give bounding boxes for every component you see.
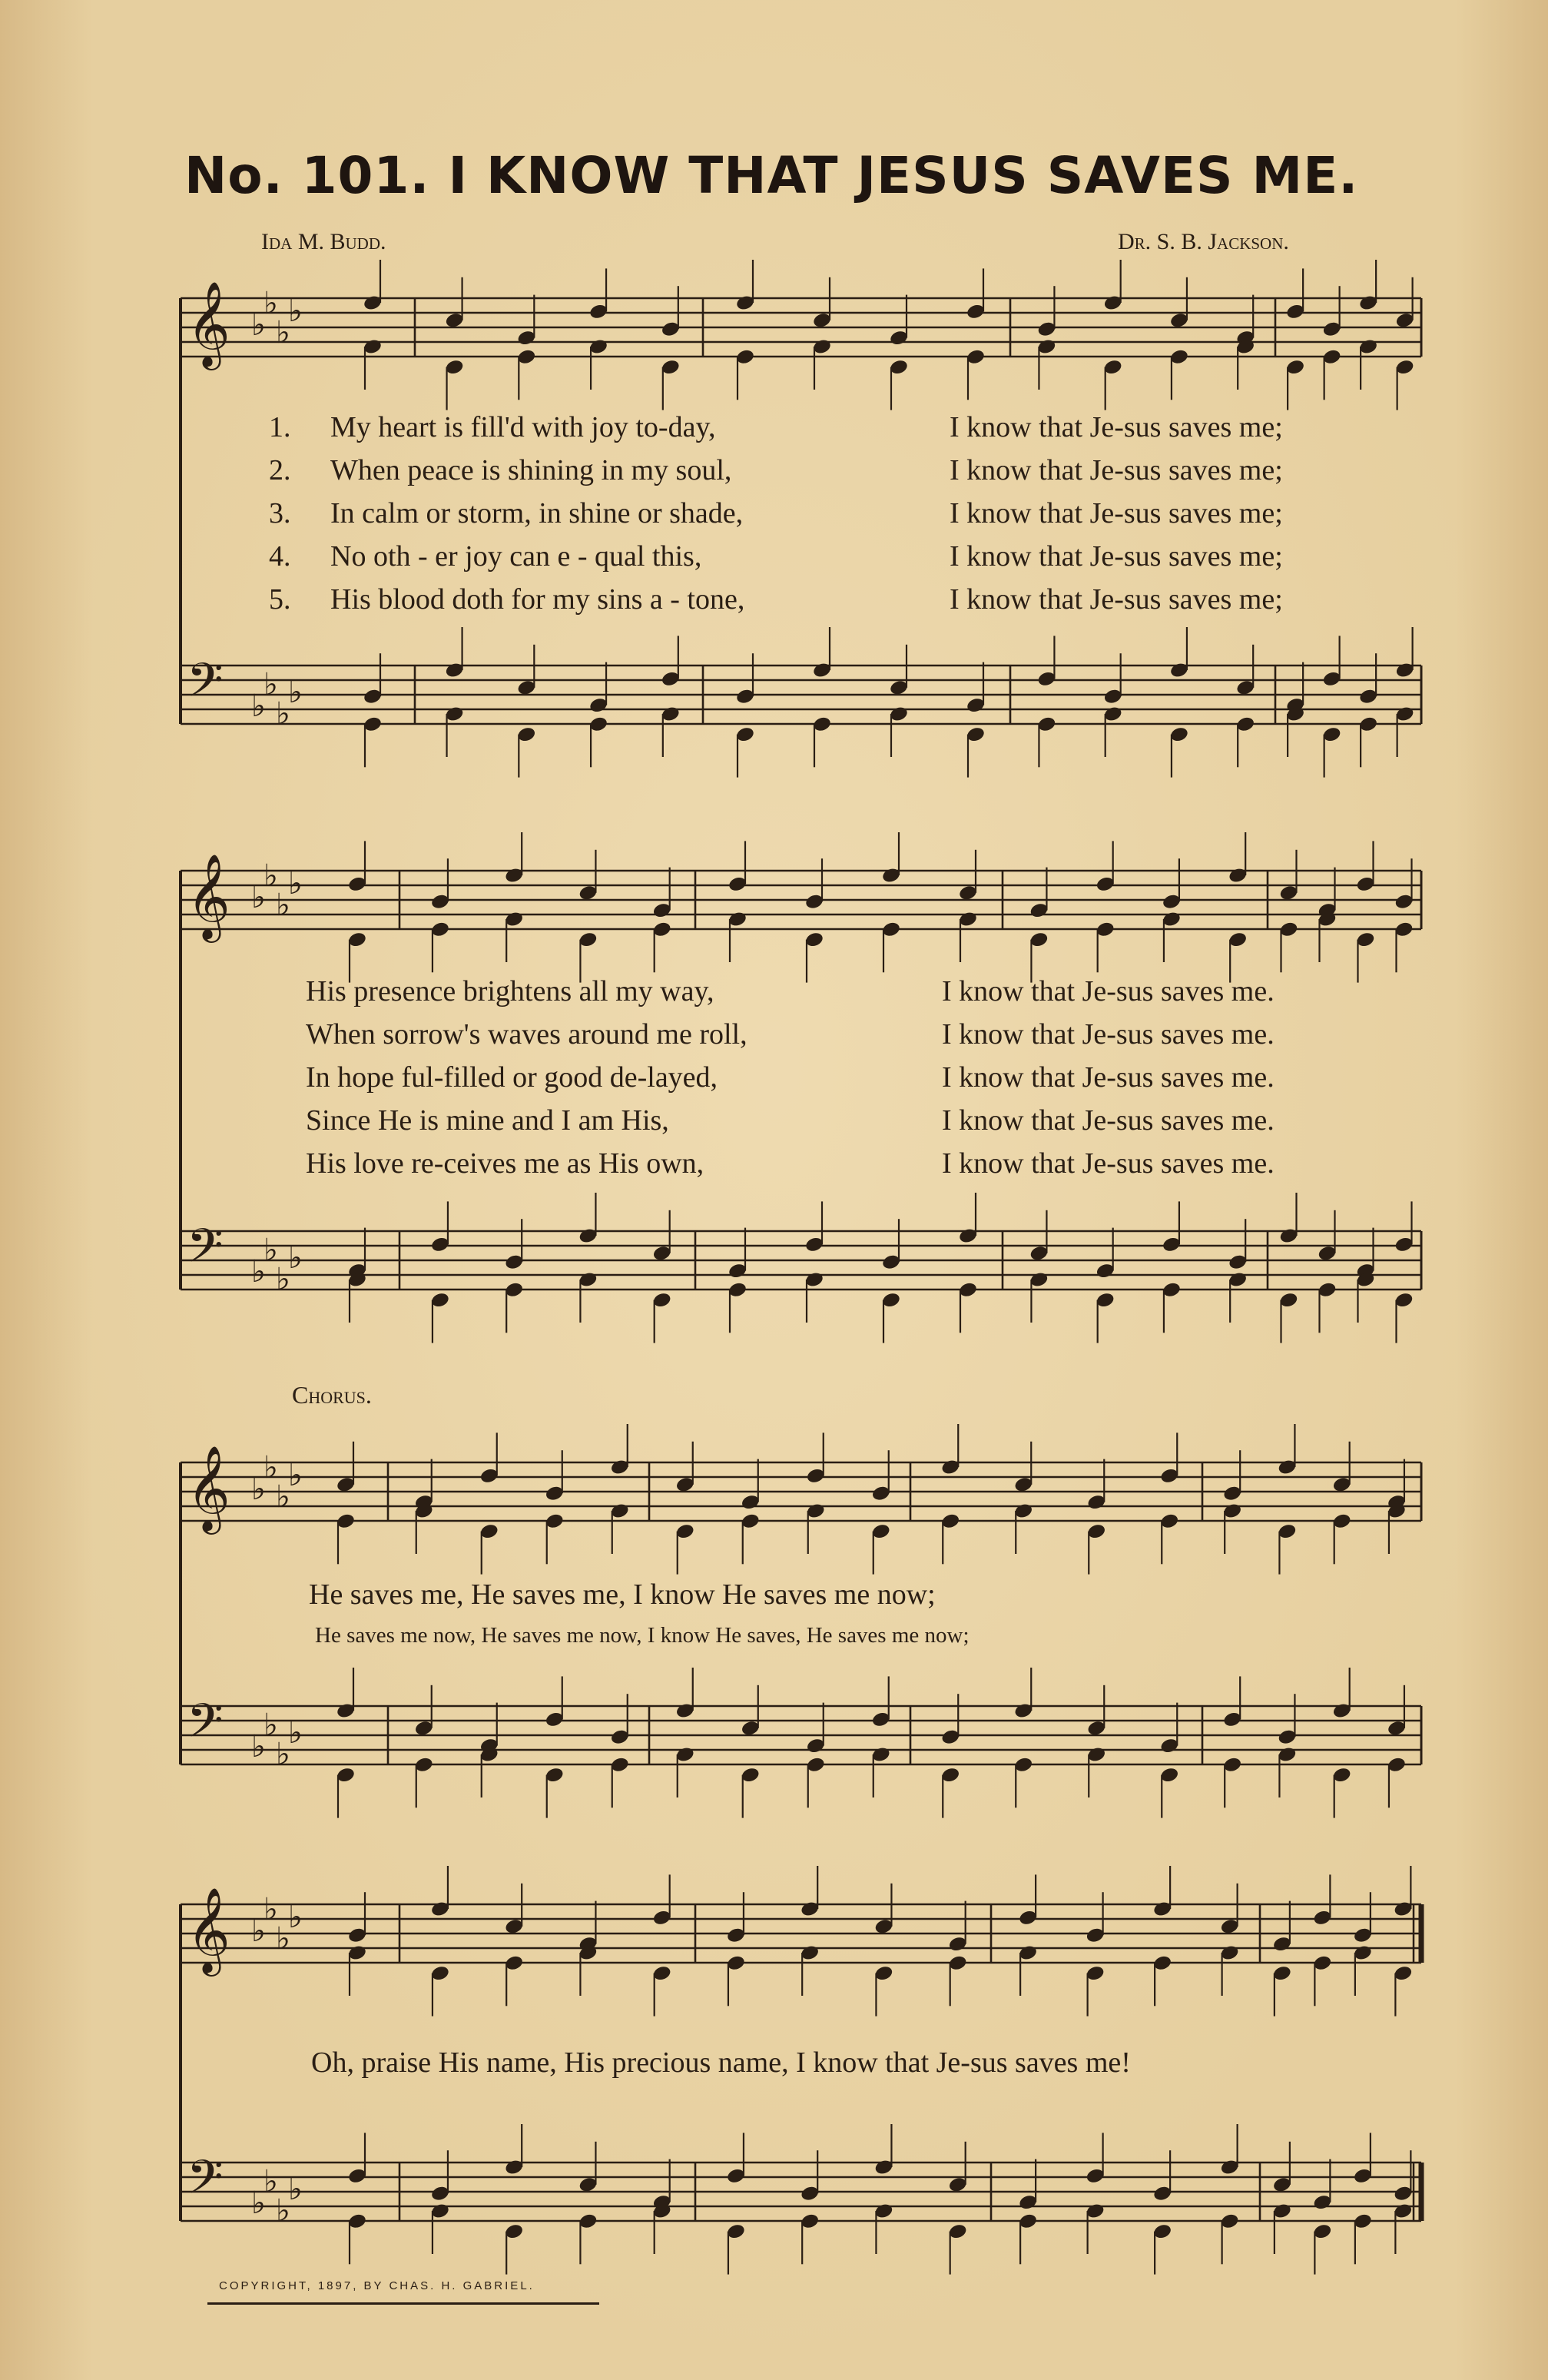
verse-line: 2. When peace is shining in my soul, I know that Je-sus saves me;	[269, 454, 1283, 486]
flat-sign-icon: ♭	[264, 1892, 278, 1927]
treble-clef-icon: 𝄞	[187, 853, 230, 939]
lyricist-credit: Ida M. Budd.	[261, 229, 386, 254]
flat-sign-icon: ♭	[288, 1458, 303, 1493]
flat-sign-icon: ♭	[251, 1254, 266, 1290]
flat-sign-icon: ♭	[264, 858, 278, 894]
verse-line: When sorrow's waves around me roll, I know that Je-sus saves me.	[306, 1018, 1275, 1051]
flat-sign-icon: ♭	[276, 315, 290, 350]
verse-line: 3. In calm or storm, in shine or shade, I know that Je-sus saves me;	[269, 497, 1283, 529]
flat-sign-icon: ♭	[251, 1729, 266, 1764]
verse-line: His presence brightens all my way, I know that Je-sus saves me.	[306, 975, 1275, 1007]
flat-sign-icon: ♭	[276, 696, 290, 732]
verse-line: 1. My heart is fill'd with joy to-day, I know that Je-sus saves me;	[269, 411, 1283, 443]
verse-line: 4. No oth - er joy can e - qual this, I know that Je-sus saves me;	[269, 540, 1283, 573]
flat-sign-icon: ♭	[264, 1450, 278, 1485]
flat-sign-icon: ♭	[251, 1472, 266, 1507]
hymn-title: No. 101. I KNOW THAT JESUS SAVES ME.	[184, 146, 1359, 205]
flat-sign-icon: ♭	[264, 667, 278, 702]
flat-sign-icon: ♭	[264, 2164, 278, 2199]
verse-line: 5. His blood doth for my sins a - tone, I know that Je-sus saves me;	[269, 583, 1283, 616]
treble-clef-icon: 𝄞	[187, 1887, 230, 1973]
bass-clef-icon: 𝄢	[187, 2150, 224, 2216]
verse-line: His love re-ceives me as His own, I know that Je-sus saves me.	[306, 1147, 1275, 1180]
verse-line: Since He is mine and I am His, I know that Je-sus saves me.	[306, 1104, 1275, 1137]
flat-sign-icon: ♭	[251, 307, 266, 343]
flat-sign-icon: ♭	[276, 1262, 290, 1297]
flat-sign-icon: ♭	[251, 689, 266, 724]
flat-sign-icon: ♭	[276, 2193, 290, 2229]
flat-sign-icon: ♭	[264, 1708, 278, 1743]
flat-sign-icon: ♭	[276, 888, 290, 923]
bass-clef-icon: 𝄢	[187, 653, 224, 719]
copyright-notice: COPYRIGHT, 1897, BY CHAS. H. GABRIEL.	[219, 2279, 535, 2292]
verse-block-2	[306, 970, 1275, 1185]
composer-credit: Dr. S. B. Jackson.	[1118, 229, 1289, 254]
treble-clef-icon: 𝄞	[187, 1445, 230, 1531]
treble-clef-icon: 𝄞	[187, 280, 230, 367]
footer-rule	[207, 2302, 599, 2305]
flat-sign-icon: ♭	[251, 880, 266, 915]
flat-sign-icon: ♭	[276, 1921, 290, 1957]
flat-sign-icon: ♭	[276, 1479, 290, 1515]
chorus-final-lyric: Oh, praise His name, His precious name, I know that Je-sus saves me!	[311, 2046, 1131, 2079]
flat-sign-icon: ♭	[288, 866, 303, 901]
chorus-lyric-1: He saves me, He saves me, I know He saves me now;	[309, 1578, 936, 1611]
bass-clef-icon: 𝄢	[187, 1219, 224, 1285]
flat-sign-icon: ♭	[288, 1900, 303, 1935]
flat-sign-icon: ♭	[264, 1233, 278, 1268]
flat-sign-icon: ♭	[276, 1737, 290, 1772]
flat-sign-icon: ♭	[288, 675, 303, 710]
flat-sign-icon: ♭	[288, 2172, 303, 2207]
flat-sign-icon: ♭	[251, 1914, 266, 1949]
flat-sign-icon: ♭	[264, 286, 278, 321]
chorus-lyric-2: He saves me now, He saves me now, I know He saves, He saves me now;	[315, 1623, 970, 1648]
bass-clef-icon: 𝄢	[187, 1694, 224, 1760]
flat-sign-icon: ♭	[288, 1715, 303, 1751]
verse-block-1	[269, 406, 1283, 621]
flat-sign-icon: ♭	[288, 294, 303, 329]
verse-line: In hope ful-filled or good de-layed, I know that Je-sus saves me.	[306, 1061, 1275, 1094]
flat-sign-icon: ♭	[288, 1240, 303, 1276]
flat-sign-icon: ♭	[251, 2186, 266, 2221]
chorus-label: Chorus.	[292, 1381, 372, 1409]
